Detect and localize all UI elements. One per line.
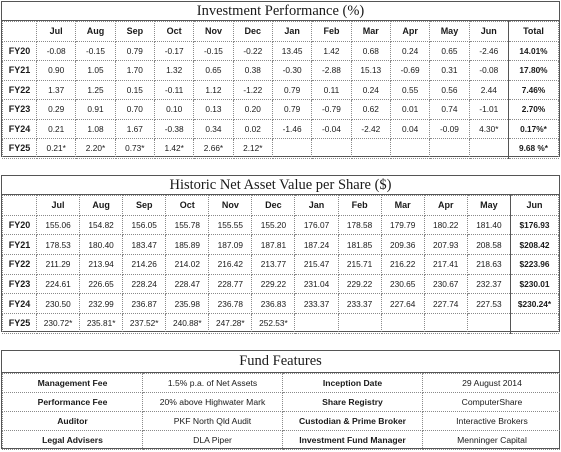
fiscal-year-label: FY24 (3, 119, 37, 139)
performance-cell: -2.46 (469, 41, 508, 61)
performance-cell: 1.32 (154, 61, 193, 81)
month-header: Oct (154, 22, 193, 42)
nav-cell: 236.78 (209, 294, 252, 314)
fund-feature-value: Interactive Brokers (423, 412, 561, 431)
nav-cell: 176.07 (295, 215, 338, 235)
nav-cell: 230.67 (424, 274, 467, 294)
fiscal-year-label: FY24 (3, 294, 37, 314)
performance-cell: 1.05 (76, 61, 115, 81)
nav-cell: 228.24 (123, 274, 166, 294)
month-header: Jan (295, 196, 338, 216)
performance-row (3, 80, 559, 100)
nav-cell: 187.09 (209, 235, 252, 255)
performance-cell: -0.38 (154, 119, 193, 139)
nav-header-row (3, 196, 559, 216)
nav-cell: 156.05 (123, 215, 166, 235)
nav-cell: 179.79 (381, 215, 424, 235)
nav-cell: 252.53* (252, 314, 295, 334)
fund-feature-label: Legal Advisers (3, 431, 143, 450)
corner-cell (3, 22, 37, 42)
fund-feature-value: DLA Piper (143, 431, 283, 450)
nav-row (3, 235, 559, 255)
nav-cell: 231.04 (295, 274, 338, 294)
fund-feature-label: Investment Fund Manager (283, 431, 423, 450)
nav-row (3, 215, 559, 235)
performance-cell: -0.79 (312, 100, 351, 120)
fund-feature-row (3, 431, 561, 450)
performance-cell: 1.12 (194, 80, 233, 100)
nav-cell: 183.47 (123, 235, 166, 255)
performance-cell: -1.46 (272, 119, 311, 139)
performance-cell: 0.02 (233, 119, 272, 139)
historic-nav-panel (1, 175, 560, 332)
nav-row (3, 255, 559, 275)
nav-cell: 230.50 (37, 294, 80, 314)
fiscal-year-label: FY23 (3, 274, 37, 294)
performance-cell: 0.20 (233, 100, 272, 120)
performance-cell: 0.90 (37, 61, 76, 81)
fund-feature-value: 20% above Highwater Mark (143, 393, 283, 412)
month-header: Sep (123, 196, 166, 216)
month-header: Jul (37, 196, 80, 216)
performance-cell (272, 139, 311, 159)
performance-total-cell: 2.70% (509, 100, 559, 120)
fund-feature-row (3, 374, 561, 393)
performance-cell: 2.20* (76, 139, 115, 159)
performance-cell: 0.65 (430, 41, 469, 61)
performance-cell: -0.11 (154, 80, 193, 100)
nav-cell: 232.37 (467, 274, 510, 294)
nav-cell: 211.29 (37, 255, 80, 275)
nav-cell (381, 314, 424, 334)
performance-cell (469, 139, 508, 159)
performance-cell: 0.21 (37, 119, 76, 139)
performance-cell: 0.62 (351, 100, 390, 120)
month-header: Sep (115, 22, 154, 42)
performance-cell (312, 139, 351, 159)
nav-cell: 233.37 (338, 294, 381, 314)
performance-title: Investment Performance (%) (2, 2, 559, 21)
month-header: Nov (194, 22, 233, 42)
performance-cell: -0.30 (272, 61, 311, 81)
nav-cell: 207.93 (424, 235, 467, 255)
performance-cell: 2.44 (469, 80, 508, 100)
nav-cell: 155.78 (166, 215, 209, 235)
performance-cell: -1.01 (469, 100, 508, 120)
performance-cell: 1.42 (312, 41, 351, 61)
fund-feature-label: Management Fee (3, 374, 143, 393)
nav-cell: 214.26 (123, 255, 166, 275)
performance-cell: 13.45 (272, 41, 311, 61)
nav-cell: 214.02 (166, 255, 209, 275)
performance-row (3, 61, 559, 81)
performance-cell: -2.88 (312, 61, 351, 81)
performance-cell: -1.22 (233, 80, 272, 100)
performance-cell: -0.15 (194, 41, 233, 61)
nav-row (3, 274, 559, 294)
nav-cell: 185.89 (166, 235, 209, 255)
nav-cell: 181.40 (467, 215, 510, 235)
month-header: Apr (390, 22, 429, 42)
month-header: Mar (381, 196, 424, 216)
nav-cell: 236.87 (123, 294, 166, 314)
performance-total-cell: 17.80% (509, 61, 559, 81)
performance-cell: -0.08 (37, 41, 76, 61)
nav-cell: 240.88* (166, 314, 209, 334)
month-header: Mar (351, 22, 390, 42)
nav-cell: 155.20 (252, 215, 295, 235)
nav-table (2, 195, 559, 334)
performance-header-row (3, 22, 559, 42)
fund-feature-value: Menninger Capital (423, 431, 561, 450)
fund-feature-label: Inception Date (283, 374, 423, 393)
performance-cell: 0.70 (115, 100, 154, 120)
fund-feature-label: Share Registry (283, 393, 423, 412)
nav-row (3, 314, 559, 334)
performance-cell (390, 139, 429, 159)
performance-row (3, 41, 559, 61)
fund-feature-row (3, 393, 561, 412)
fund-feature-value: PKF North Qld Audit (143, 412, 283, 431)
performance-cell (351, 139, 390, 159)
performance-cell: 0.29 (37, 100, 76, 120)
fiscal-year-label: FY22 (3, 80, 37, 100)
nav-cell: 181.85 (338, 235, 381, 255)
nav-cell: 216.22 (381, 255, 424, 275)
performance-row (3, 100, 559, 120)
nav-cell: 217.41 (424, 255, 467, 275)
nav-cell: 228.47 (166, 274, 209, 294)
investment-performance-panel (1, 1, 560, 157)
nav-cell: 215.71 (338, 255, 381, 275)
nav-cell: 233.37 (295, 294, 338, 314)
performance-cell: 4.30* (469, 119, 508, 139)
performance-cell: 0.34 (194, 119, 233, 139)
performance-cell: 0.24 (351, 80, 390, 100)
fund-feature-label: Performance Fee (3, 393, 143, 412)
fiscal-year-label: FY20 (3, 215, 37, 235)
fiscal-year-label: FY25 (3, 314, 37, 334)
performance-total-cell: 14.01% (509, 41, 559, 61)
month-header: Nov (209, 196, 252, 216)
nav-cell: 180.40 (80, 235, 123, 255)
performance-cell: -0.22 (233, 41, 272, 61)
nav-row (3, 294, 559, 314)
nav-cell: 180.22 (424, 215, 467, 235)
performance-cell: 0.13 (194, 100, 233, 120)
performance-cell: -0.09 (430, 119, 469, 139)
nav-cell (295, 314, 338, 334)
nav-cell: 209.36 (381, 235, 424, 255)
fiscal-year-label: FY21 (3, 61, 37, 81)
performance-cell: 1.08 (76, 119, 115, 139)
nav-cell: 227.74 (424, 294, 467, 314)
performance-cell: 0.04 (390, 119, 429, 139)
performance-cell: 0.11 (312, 80, 351, 100)
performance-cell: 0.65 (194, 61, 233, 81)
fund-feature-row (3, 412, 561, 431)
fund-feature-value: ComputerShare (423, 393, 561, 412)
performance-total-cell: 0.17%* (509, 119, 559, 139)
performance-cell: -0.04 (312, 119, 351, 139)
month-header: Aug (76, 22, 115, 42)
performance-cell: 0.55 (390, 80, 429, 100)
fund-features-panel (1, 350, 560, 449)
fiscal-year-label: FY22 (3, 255, 37, 275)
nav-cell: 187.24 (295, 235, 338, 255)
nav-title: Historic Net Asset Value per Share ($) (2, 176, 559, 195)
performance-cell: -0.15 (76, 41, 115, 61)
performance-cell: 0.15 (115, 80, 154, 100)
performance-cell: 0.73* (115, 139, 154, 159)
month-header: Feb (338, 196, 381, 216)
month-header: Jun (469, 22, 508, 42)
nav-cell (338, 314, 381, 334)
nav-cell: 216.42 (209, 255, 252, 275)
performance-total-cell: 9.68 %* (509, 139, 559, 159)
nav-june-cell: $223.96 (511, 255, 559, 275)
fund-feature-value: 1.5% p.a. of Net Assets (143, 374, 283, 393)
performance-cell: 1.25 (76, 80, 115, 100)
performance-cell: 2.12* (233, 139, 272, 159)
nav-cell: 224.61 (37, 274, 80, 294)
month-header: Dec (233, 22, 272, 42)
performance-cell: 0.91 (76, 100, 115, 120)
nav-cell: 215.47 (295, 255, 338, 275)
nav-cell: 228.77 (209, 274, 252, 294)
performance-cell: -0.17 (154, 41, 193, 61)
performance-row (3, 119, 559, 139)
nav-june-cell: $230.01 (511, 274, 559, 294)
performance-cell: -0.69 (390, 61, 429, 81)
performance-row (3, 139, 559, 159)
performance-cell: -2.42 (351, 119, 390, 139)
performance-cell: 0.21* (37, 139, 76, 159)
fund-feature-label: Auditor (3, 412, 143, 431)
nav-cell: 154.82 (80, 215, 123, 235)
fund-features-title: Fund Features (2, 351, 559, 373)
nav-cell: 208.58 (467, 235, 510, 255)
performance-cell: 0.79 (272, 80, 311, 100)
nav-cell: 178.58 (338, 215, 381, 235)
performance-cell: 1.67 (115, 119, 154, 139)
performance-cell: 1.70 (115, 61, 154, 81)
total-header: Total (509, 22, 559, 42)
performance-cell (430, 139, 469, 159)
month-header: Oct (166, 196, 209, 216)
month-header: Apr (424, 196, 467, 216)
nav-cell: 227.53 (467, 294, 510, 314)
nav-cell (467, 314, 510, 334)
nav-cell: 236.83 (252, 294, 295, 314)
nav-cell: 213.77 (252, 255, 295, 275)
nav-cell: 247.28* (209, 314, 252, 334)
performance-cell: 2.66* (194, 139, 233, 159)
nav-cell: 155.06 (37, 215, 80, 235)
performance-cell: 0.38 (233, 61, 272, 81)
month-header: Dec (252, 196, 295, 216)
nav-cell: 235.81* (80, 314, 123, 334)
nav-june-cell (511, 314, 559, 334)
performance-cell: 0.10 (154, 100, 193, 120)
nav-cell: 230.65 (381, 274, 424, 294)
month-header: Jun (511, 196, 559, 216)
performance-cell: -0.08 (469, 61, 508, 81)
performance-cell: 1.42* (154, 139, 193, 159)
month-header: May (430, 22, 469, 42)
performance-cell: 0.24 (390, 41, 429, 61)
nav-june-cell: $230.24* (511, 294, 559, 314)
performance-cell: 1.37 (37, 80, 76, 100)
fund-feature-label: Custodian & Prime Broker (283, 412, 423, 431)
nav-cell: 218.63 (467, 255, 510, 275)
nav-cell: 232.99 (80, 294, 123, 314)
performance-cell: 0.74 (430, 100, 469, 120)
month-header: Jan (272, 22, 311, 42)
nav-cell: 230.72* (37, 314, 80, 334)
nav-cell: 229.22 (252, 274, 295, 294)
performance-table (2, 21, 559, 159)
fiscal-year-label: FY25 (3, 139, 37, 159)
performance-total-cell: 7.46% (509, 80, 559, 100)
month-header: Feb (312, 22, 351, 42)
fiscal-year-label: FY23 (3, 100, 37, 120)
month-header: Aug (80, 196, 123, 216)
performance-cell: 0.79 (272, 100, 311, 120)
month-header: May (467, 196, 510, 216)
nav-cell: 226.65 (80, 274, 123, 294)
fiscal-year-label: FY20 (3, 41, 37, 61)
performance-cell: 0.01 (390, 100, 429, 120)
fund-features-table (2, 373, 561, 450)
month-header: Jul (37, 22, 76, 42)
performance-cell: 0.79 (115, 41, 154, 61)
nav-cell: 213.94 (80, 255, 123, 275)
nav-cell: 229.22 (338, 274, 381, 294)
performance-cell: 0.56 (430, 80, 469, 100)
nav-cell: 187.81 (252, 235, 295, 255)
nav-cell: 227.64 (381, 294, 424, 314)
performance-cell: 0.68 (351, 41, 390, 61)
corner-cell (3, 196, 37, 216)
nav-cell: 178.53 (37, 235, 80, 255)
nav-cell (424, 314, 467, 334)
fund-feature-value: 29 August 2014 (423, 374, 561, 393)
performance-cell: 0.31 (430, 61, 469, 81)
nav-june-cell: $208.42 (511, 235, 559, 255)
fiscal-year-label: FY21 (3, 235, 37, 255)
nav-cell: 155.55 (209, 215, 252, 235)
nav-june-cell: $176.93 (511, 215, 559, 235)
nav-cell: 237.52* (123, 314, 166, 334)
performance-cell: 15.13 (351, 61, 390, 81)
nav-cell: 235.98 (166, 294, 209, 314)
